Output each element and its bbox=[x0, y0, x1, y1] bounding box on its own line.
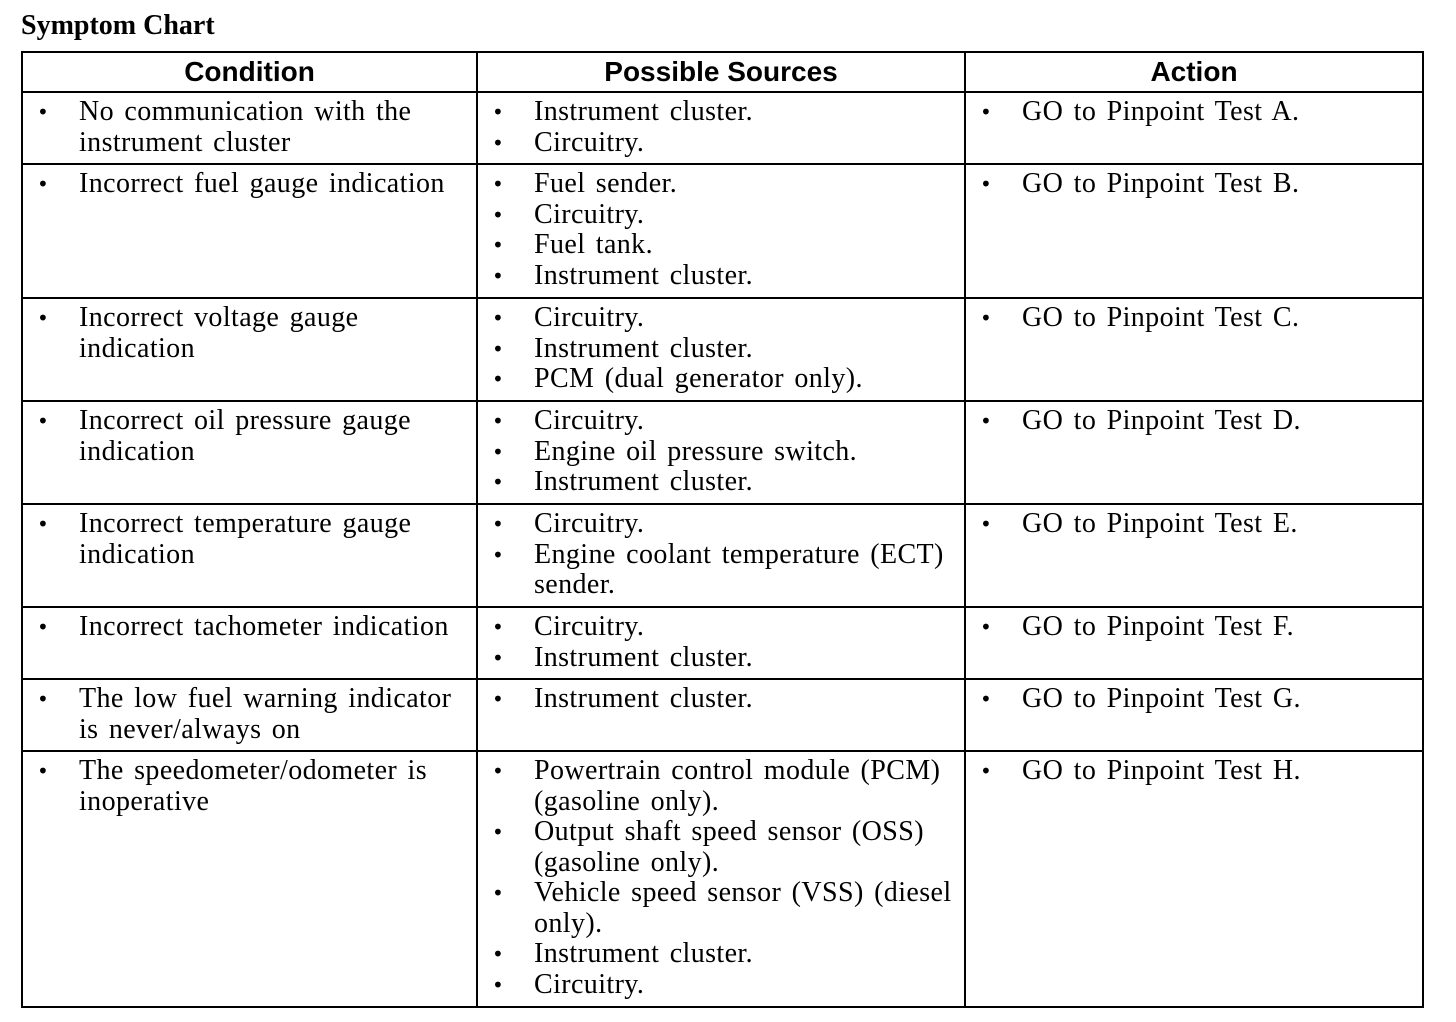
bullet-icon: • bbox=[980, 512, 993, 536]
list-item-text: No communication with the instrument cluster bbox=[79, 96, 412, 158]
header-row bbox=[22, 52, 1423, 92]
list-item-text: Engine coolant temperature (ECT) sender. bbox=[534, 538, 944, 600]
condition-cell bbox=[22, 164, 477, 298]
bullet-list bbox=[23, 752, 476, 821]
list-item bbox=[478, 169, 954, 200]
list-item bbox=[478, 364, 954, 395]
bullet-icon: • bbox=[37, 306, 50, 330]
bullet-icon: • bbox=[492, 972, 505, 997]
list-item-text: Incorrect fuel gauge indication bbox=[79, 168, 445, 199]
sources-cell bbox=[477, 92, 965, 164]
action-cell bbox=[965, 607, 1423, 679]
list-item bbox=[478, 230, 954, 261]
list-item-text: Incorrect temperature gauge indication bbox=[79, 508, 412, 570]
list-item bbox=[478, 817, 954, 878]
chart-title: Symptom Chart bbox=[21, 10, 215, 41]
bullet-icon: • bbox=[492, 687, 505, 711]
list-item bbox=[478, 509, 954, 540]
list-item-text: Instrument cluster. bbox=[534, 683, 754, 714]
list-item bbox=[23, 97, 466, 158]
list-item-text: Incorrect tachometer indication bbox=[79, 611, 449, 642]
bullet-list bbox=[478, 680, 964, 719]
sources-cell bbox=[477, 504, 965, 607]
bullet-icon: • bbox=[492, 470, 505, 494]
bullet-icon: • bbox=[492, 336, 505, 361]
list-item bbox=[966, 406, 1412, 437]
bullet-icon: • bbox=[492, 881, 505, 905]
list-item-text: GO to Pinpoint Test D. bbox=[1022, 405, 1301, 436]
action-cell bbox=[965, 401, 1423, 504]
list-item-text: Circuitry. bbox=[534, 611, 645, 642]
list-item bbox=[478, 540, 954, 601]
bullet-icon: • bbox=[492, 759, 505, 783]
list-item-text: GO to Pinpoint Test A. bbox=[1022, 96, 1300, 127]
bullet-list bbox=[966, 165, 1422, 204]
list-item-text: Instrument cluster. bbox=[534, 641, 754, 673]
bullet-icon: • bbox=[37, 687, 50, 711]
bullet-list bbox=[966, 680, 1422, 719]
bullet-icon: • bbox=[980, 306, 993, 330]
bullet-list bbox=[478, 608, 964, 677]
table-row bbox=[22, 607, 1423, 679]
bullet-list bbox=[23, 299, 476, 368]
list-item bbox=[478, 128, 954, 159]
list-item bbox=[478, 643, 954, 674]
list-item bbox=[23, 756, 466, 817]
list-item bbox=[23, 406, 466, 467]
bullet-icon: • bbox=[492, 130, 505, 155]
list-item bbox=[966, 303, 1412, 334]
list-item bbox=[966, 509, 1412, 540]
bullet-icon: • bbox=[492, 542, 505, 567]
list-item-text: Circuitry. bbox=[534, 198, 645, 230]
bullet-icon: • bbox=[492, 615, 505, 639]
list-item bbox=[478, 939, 954, 970]
table-row bbox=[22, 298, 1423, 401]
condition-cell bbox=[22, 679, 477, 751]
bullet-icon: • bbox=[492, 202, 505, 227]
bullet-icon: • bbox=[980, 687, 993, 711]
list-item-text: Instrument cluster. bbox=[534, 96, 754, 127]
header-possible-sources: Possible Sources bbox=[477, 52, 965, 92]
sources-cell bbox=[477, 164, 965, 298]
list-item-text: GO to Pinpoint Test C. bbox=[1022, 302, 1300, 333]
bullet-list bbox=[23, 165, 476, 204]
header-condition: Condition bbox=[22, 52, 477, 92]
bullet-icon: • bbox=[492, 367, 505, 391]
list-item bbox=[478, 97, 954, 128]
symptom-table bbox=[21, 51, 1424, 1008]
sources-cell bbox=[477, 679, 965, 751]
list-item bbox=[478, 200, 954, 231]
list-item bbox=[478, 303, 954, 334]
bullet-icon: • bbox=[492, 645, 505, 670]
bullet-list bbox=[966, 505, 1422, 544]
bullet-icon: • bbox=[37, 100, 50, 124]
table-row bbox=[22, 504, 1423, 607]
list-item bbox=[966, 612, 1412, 643]
list-item-text: GO to Pinpoint Test B. bbox=[1022, 168, 1300, 199]
list-item-text: Circuitry. bbox=[534, 405, 645, 436]
table-row bbox=[22, 92, 1423, 164]
list-item bbox=[23, 303, 466, 364]
bullet-list bbox=[478, 752, 964, 1004]
list-item-text: Instrument cluster. bbox=[534, 466, 754, 497]
list-item-text: Instrument cluster. bbox=[534, 259, 754, 291]
bullet-icon: • bbox=[492, 512, 505, 536]
bullet-list bbox=[966, 402, 1422, 441]
sources-cell bbox=[477, 298, 965, 401]
list-item-text: GO to Pinpoint Test G. bbox=[1022, 683, 1301, 714]
list-item bbox=[966, 169, 1412, 200]
condition-cell bbox=[22, 401, 477, 504]
bullet-list bbox=[478, 299, 964, 399]
list-item-text: Fuel sender. bbox=[534, 168, 678, 199]
list-item bbox=[23, 509, 466, 570]
list-item-text: Circuitry. bbox=[534, 508, 645, 539]
list-item-text: Fuel tank. bbox=[534, 229, 653, 260]
bullet-icon: • bbox=[492, 306, 505, 330]
list-item-text: Circuitry. bbox=[534, 126, 645, 158]
list-item bbox=[966, 97, 1412, 128]
list-item-text: Vehicle speed sensor (VSS) (diesel only). bbox=[534, 877, 952, 939]
action-cell bbox=[965, 164, 1423, 298]
list-item bbox=[478, 261, 954, 292]
list-item bbox=[478, 406, 954, 437]
condition-cell bbox=[22, 751, 477, 1007]
list-item bbox=[23, 612, 466, 643]
bullet-icon: • bbox=[492, 409, 505, 433]
condition-cell bbox=[22, 504, 477, 607]
action-cell bbox=[965, 298, 1423, 401]
list-item-text: Circuitry. bbox=[534, 968, 645, 1000]
list-item-text: GO to Pinpoint Test E. bbox=[1022, 508, 1298, 539]
bullet-icon: • bbox=[492, 263, 505, 288]
bullet-icon: • bbox=[492, 820, 505, 844]
bullet-icon: • bbox=[980, 615, 993, 639]
list-item-text: GO to Pinpoint Test F. bbox=[1022, 611, 1295, 642]
list-item bbox=[478, 684, 954, 715]
sources-cell bbox=[477, 607, 965, 679]
list-item-text: Incorrect voltage gauge indication bbox=[79, 302, 359, 364]
list-item bbox=[478, 756, 954, 817]
list-item-text: PCM (dual generator only). bbox=[534, 363, 863, 394]
bullet-icon: • bbox=[980, 409, 993, 433]
bullet-list bbox=[966, 608, 1422, 647]
list-item-text: Instrument cluster. bbox=[534, 332, 754, 364]
condition-cell bbox=[22, 92, 477, 164]
bullet-icon: • bbox=[980, 100, 993, 124]
action-cell bbox=[965, 751, 1423, 1007]
table-row bbox=[22, 751, 1423, 1007]
bullet-list bbox=[478, 402, 964, 502]
list-item-text: Output shaft speed sensor (OSS) (gasoline only). bbox=[534, 816, 924, 878]
list-item bbox=[478, 334, 954, 365]
list-item bbox=[478, 437, 954, 468]
bullet-list bbox=[966, 93, 1422, 132]
list-item-text: Instrument cluster. bbox=[534, 938, 754, 969]
list-item-text: The low fuel warning indicator is never/always on bbox=[79, 683, 452, 745]
bullet-list bbox=[23, 505, 476, 574]
action-cell bbox=[965, 92, 1423, 164]
list-item bbox=[966, 756, 1412, 787]
bullet-list bbox=[23, 608, 476, 647]
bullet-list bbox=[966, 752, 1422, 791]
list-item-text: Circuitry. bbox=[534, 302, 645, 333]
list-item-text: Engine oil pressure switch. bbox=[534, 435, 858, 467]
list-item bbox=[478, 612, 954, 643]
sources-cell bbox=[477, 751, 965, 1007]
bullet-list bbox=[23, 402, 476, 471]
bullet-list bbox=[478, 505, 964, 605]
table-row bbox=[22, 401, 1423, 504]
condition-cell bbox=[22, 298, 477, 401]
list-item bbox=[478, 878, 954, 939]
bullet-icon: • bbox=[37, 759, 50, 783]
bullet-icon: • bbox=[492, 439, 505, 464]
list-item-text: Incorrect oil pressure gauge indication bbox=[79, 405, 411, 467]
bullet-icon: • bbox=[37, 512, 50, 536]
bullet-list bbox=[478, 165, 964, 295]
sources-cell bbox=[477, 401, 965, 504]
list-item-text: The speedometer/odometer is inoperative bbox=[79, 755, 428, 817]
action-cell bbox=[965, 504, 1423, 607]
bullet-icon: • bbox=[492, 100, 505, 124]
bullet-list bbox=[23, 680, 476, 749]
bullet-list bbox=[966, 299, 1422, 338]
table-body bbox=[22, 92, 1423, 1007]
table-row bbox=[22, 164, 1423, 298]
condition-cell bbox=[22, 607, 477, 679]
list-item bbox=[23, 169, 466, 200]
header-action: Action bbox=[965, 52, 1423, 92]
list-item bbox=[478, 970, 954, 1001]
bullet-icon: • bbox=[37, 172, 50, 196]
list-item-text: GO to Pinpoint Test H. bbox=[1022, 755, 1301, 786]
bullet-icon: • bbox=[37, 409, 50, 433]
bullet-list bbox=[23, 93, 476, 162]
bullet-icon: • bbox=[980, 759, 993, 783]
list-item bbox=[966, 684, 1412, 715]
bullet-icon: • bbox=[492, 172, 505, 196]
list-item bbox=[23, 684, 466, 745]
list-item-text: Powertrain control module (PCM) (gasoline only). bbox=[534, 755, 941, 817]
table-row bbox=[22, 679, 1423, 751]
bullet-icon: • bbox=[37, 615, 50, 639]
list-item bbox=[478, 467, 954, 498]
bullet-icon: • bbox=[492, 942, 505, 966]
bullet-icon: • bbox=[492, 233, 505, 257]
bullet-icon: • bbox=[980, 172, 993, 196]
bullet-list bbox=[478, 93, 964, 162]
action-cell bbox=[965, 679, 1423, 751]
